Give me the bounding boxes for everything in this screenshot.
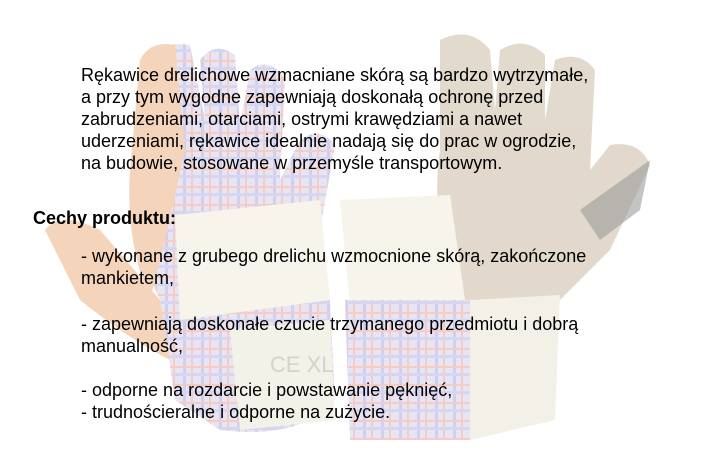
feature-line: - zapewniają doskonałe czucie trzymanego przedmiotu i dobrą <box>81 314 579 334</box>
intro-line: uderzeniami, rękawice idealnie nadają się do prac w ogrodzie, <box>81 131 577 151</box>
intro-line: Rękawice drelichowe wzmacniane skórą są bardzo wytrzymałe, <box>81 65 589 85</box>
intro-paragraph <box>81 64 588 174</box>
intro-line: na budowie, stosowane w przemyśle transportowym. <box>81 153 503 173</box>
feature-item <box>81 313 578 357</box>
feature-line: - odporne na rozdarcie i powstawanie pęknięć, <box>81 380 453 400</box>
feature-line: - trudnościeralne i odporne na zużycie. <box>81 402 391 422</box>
glove-label: CE XL <box>270 352 334 377</box>
features-heading: Cechy produktu: <box>33 208 177 228</box>
feature-line: mankietem, <box>81 268 175 288</box>
feature-item <box>81 245 586 289</box>
intro-line: a przy tym wygodne zapewniają doskonałą ochronę przed <box>81 87 544 107</box>
feature-line: - wykonane z grubego drelichu wzmocnione skórą, zakończone <box>81 246 587 266</box>
feature-line: manualność, <box>81 336 184 356</box>
intro-line: zabrudzeniami, otarciami, ostrymi krawędziami a nawet <box>81 109 523 129</box>
feature-item <box>81 379 452 423</box>
